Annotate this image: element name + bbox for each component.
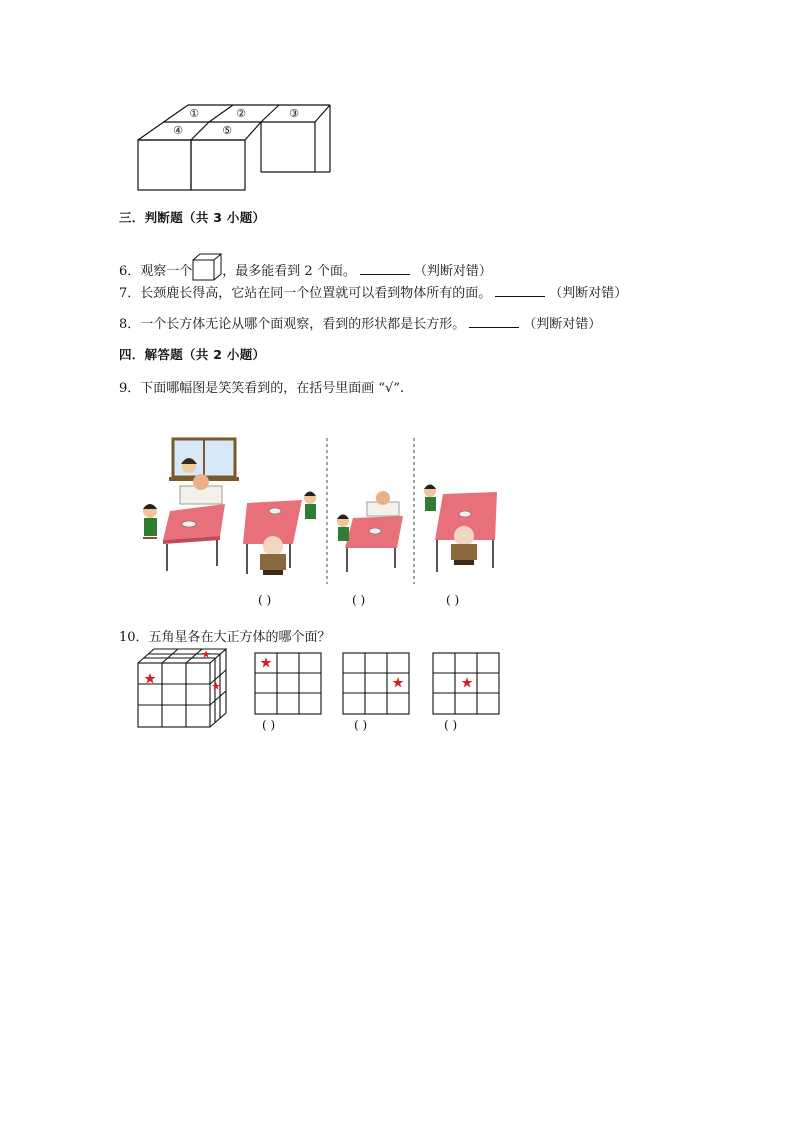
scene-3	[337, 491, 403, 572]
star-side	[212, 682, 220, 690]
cube-icon	[192, 253, 222, 281]
grid-3-star	[462, 677, 473, 688]
scene-2	[243, 492, 316, 576]
q7-answer-blank[interactable]	[495, 284, 545, 297]
question-6	[119, 253, 492, 281]
q7-text: 7．长颈鹿长得高，它站在同一个位置就可以看到物体所有的面。	[119, 286, 492, 301]
q9-scenes-illustration	[135, 436, 515, 586]
q9-answer-slot-2[interactable]: ( )	[352, 593, 366, 607]
q6-text-after: ，最多能看到 2 个面。	[222, 264, 356, 279]
q6-suffix: （判断对错）	[413, 264, 492, 279]
scene-4	[424, 485, 497, 573]
star-top	[202, 650, 210, 658]
q10-answer-slot-1[interactable]: ( )	[262, 718, 276, 732]
grid-1-star	[261, 657, 272, 668]
face-label-2: ②	[236, 107, 246, 120]
numbered-boxes-figure	[130, 100, 340, 195]
q10-grid-1	[254, 652, 324, 716]
q9-answer-slot-1[interactable]: ( )	[258, 593, 272, 607]
q10-answer-slot-2[interactable]: ( )	[354, 718, 368, 732]
q6-text-before: 6．观察一个	[119, 264, 193, 279]
question-9: 9．下面哪幅图是笑笑看到的，在括号里面画 “√”.	[119, 381, 405, 396]
scene-1	[143, 439, 239, 571]
q8-text: 8．一个长方体无论从哪个面观察，看到的形状都是长方形。	[119, 317, 466, 332]
q6-answer-blank[interactable]	[360, 262, 410, 275]
q9-answer-slot-3[interactable]: ( )	[446, 593, 460, 607]
question-10: 10．五角星各在大正方体的哪个面？	[119, 630, 331, 645]
face-label-4: ④	[173, 124, 183, 137]
face-label-5: ⑤	[222, 124, 232, 137]
q10-answer-slot-3[interactable]: ( )	[444, 718, 458, 732]
q10-grid-3	[432, 652, 502, 716]
face-label-1: ①	[189, 107, 199, 120]
q8-suffix: （判断对错）	[523, 317, 602, 332]
grid-2-star	[393, 677, 404, 688]
star-front	[145, 673, 156, 684]
q8-answer-blank[interactable]	[469, 315, 519, 328]
q10-large-cube	[136, 647, 228, 729]
question-7	[119, 282, 627, 301]
question-8	[119, 313, 601, 332]
section-4-title: 四．解答题（共 2 小题）	[119, 347, 266, 362]
q7-suffix: （判断对错）	[549, 286, 628, 301]
q10-grid-2	[342, 652, 412, 716]
section-3-title: 三．判断题（共 3 小题）	[119, 210, 266, 225]
face-label-3: ③	[289, 107, 299, 120]
